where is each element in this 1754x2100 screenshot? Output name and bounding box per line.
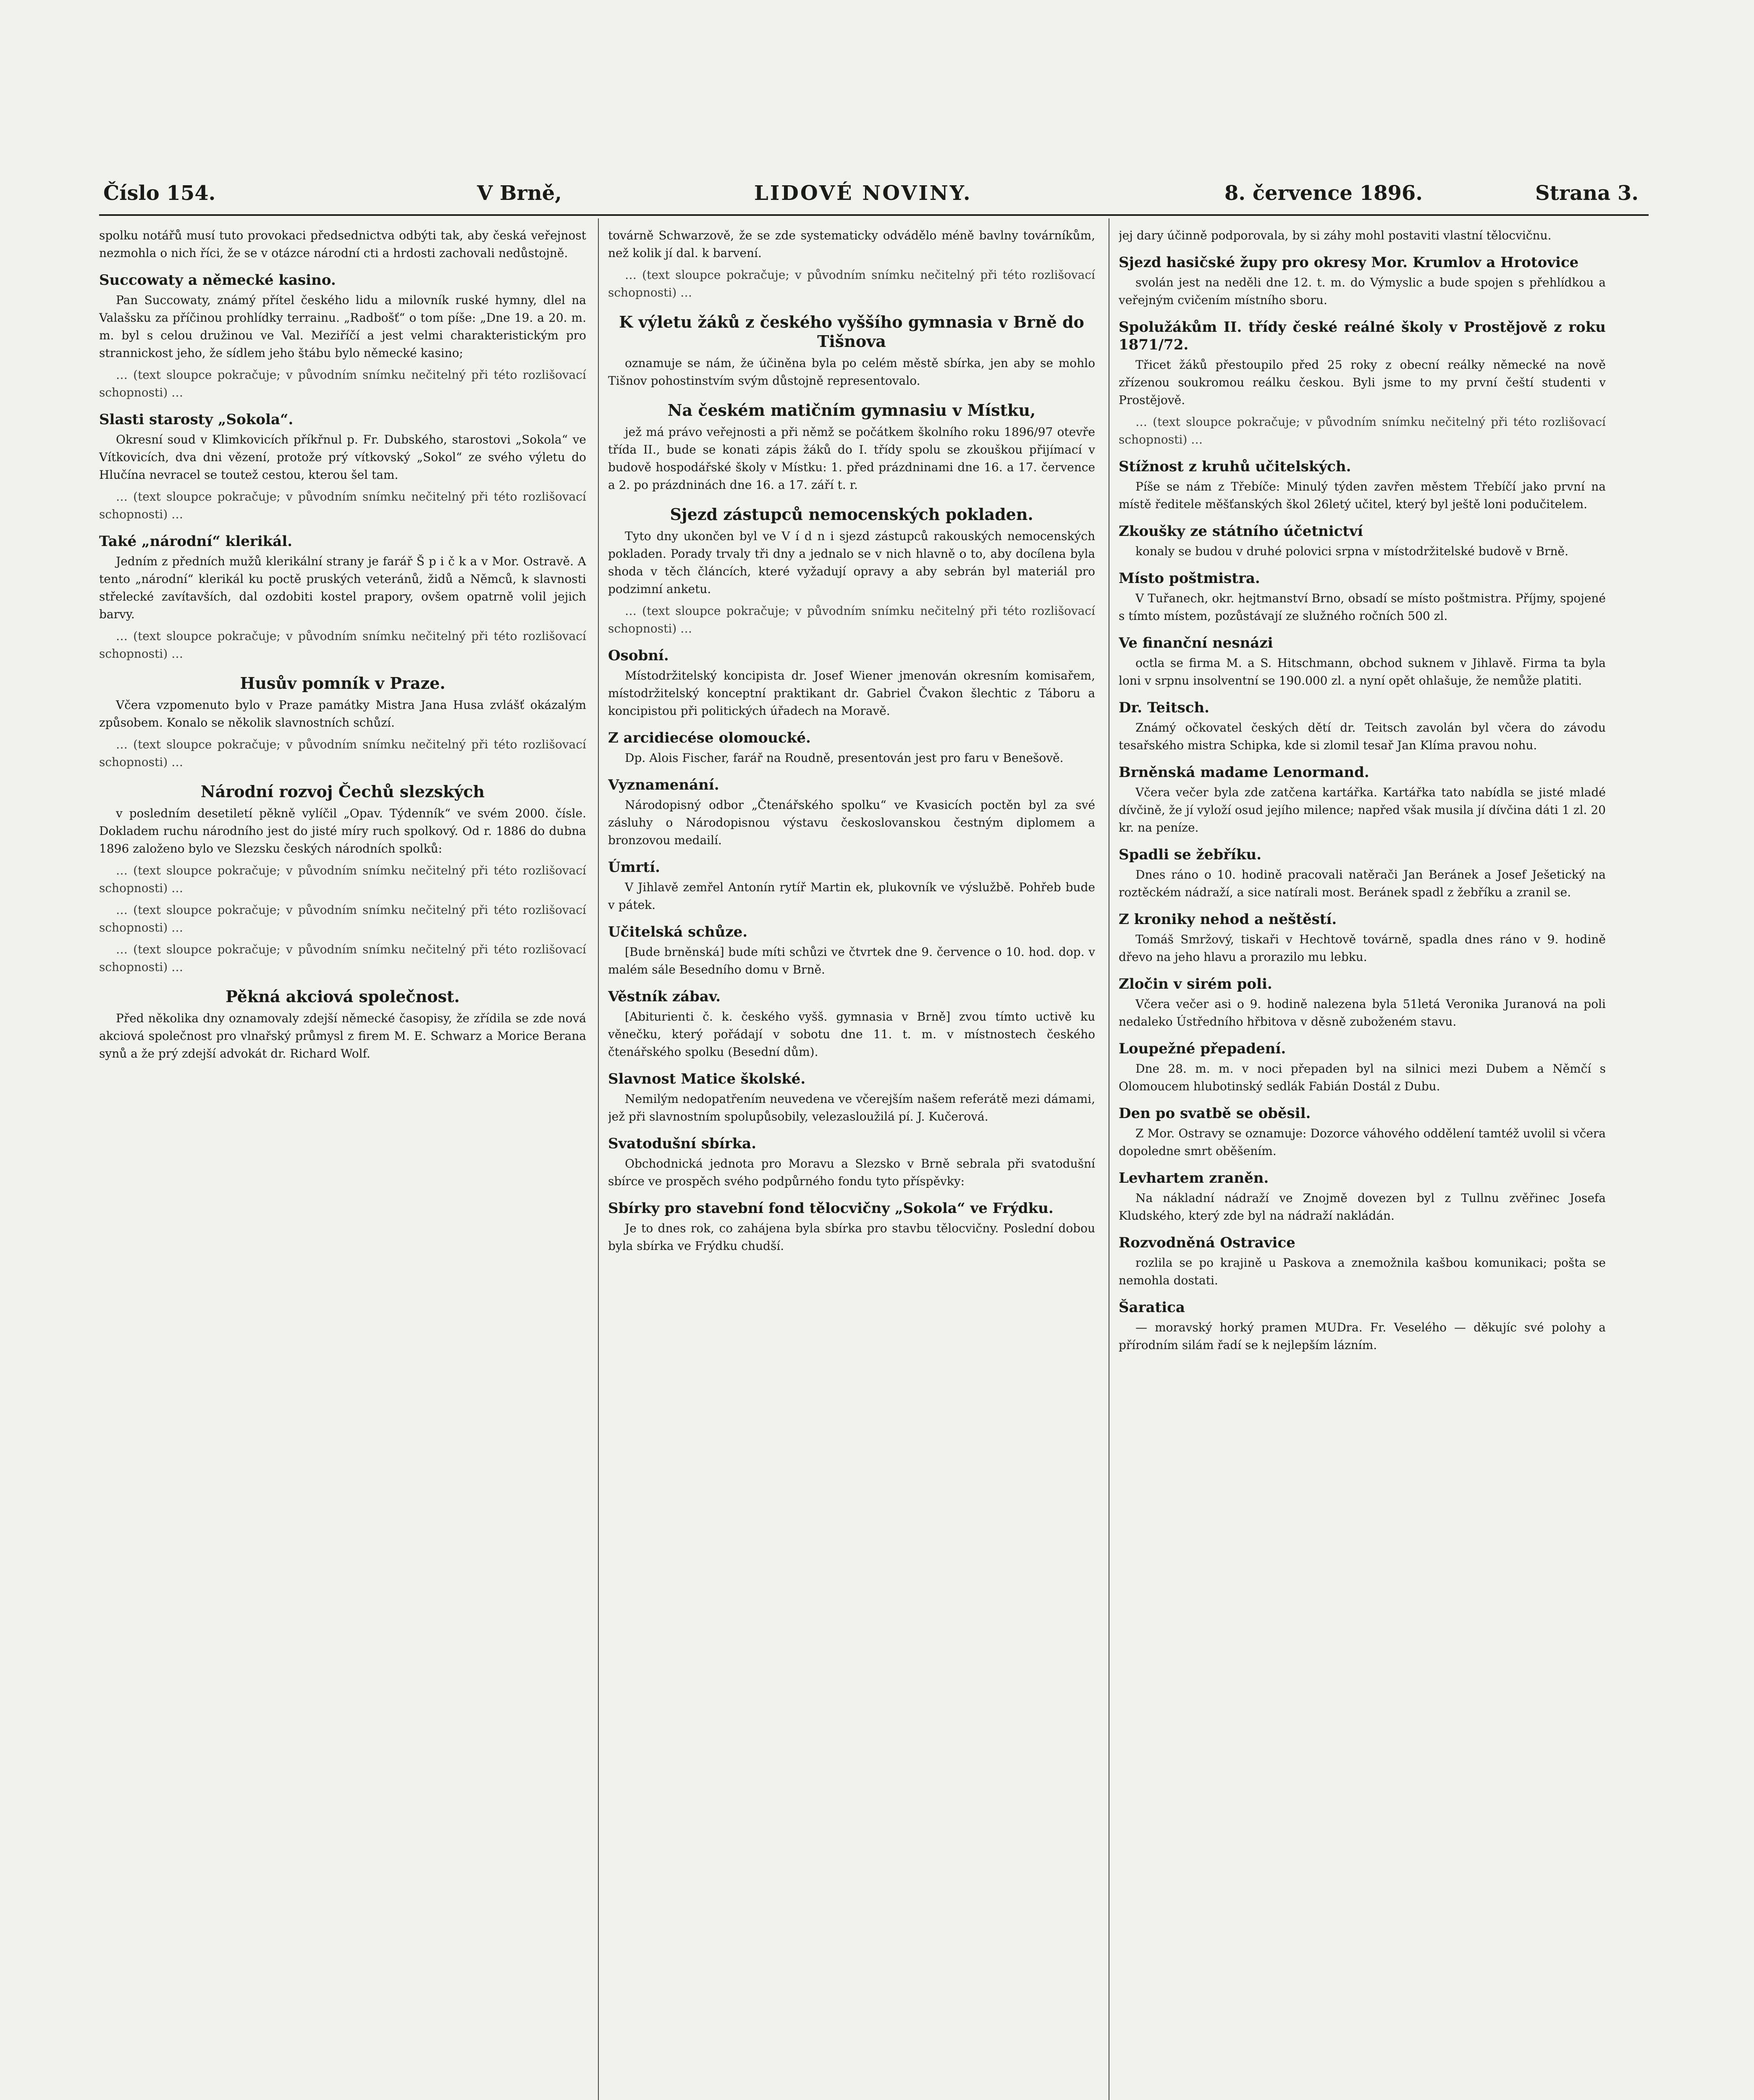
article-title: Sjezd hasičské župy pro okresy Mor. Krumlov a Hrotovice — [1119, 254, 1579, 271]
column-2 — [608, 227, 1095, 2100]
article-text: — moravský horký pramen MUDra. Fr. Veselého — děkujíc své polohy a přírodním silám řadí se k nejlepším lázním. — [1119, 1320, 1606, 1352]
column-divider — [598, 218, 599, 2100]
article — [608, 1200, 1095, 1255]
article — [1119, 846, 1606, 901]
article-title: Slavnost Matice školské. — [608, 1071, 806, 1087]
article-filler: … (text sloupce pokračuje; v původním snímku nečitelný při této rozlišovací schopnosti) … — [99, 490, 586, 521]
article — [1119, 522, 1606, 560]
column-1 — [99, 227, 586, 2100]
article-text: Nemilým nedopatřením neuvedena ve včerejším našem referátě mezi dámami, jež při slavnostním spolupůsobily, velezasloužilá pí. J. Kučerová. — [608, 1092, 1095, 1124]
article-title: Věstník zábav. — [608, 988, 721, 1005]
article-text: Pan Succowaty, známý přítel českého lidu a milovník ruské hymny, dlel na Valašsku za příčinou prohlídky terrainu. „Radbošť“ o tom píše: „Dne 19. a 20. m. m. byl s celou družinou ve Val. Meziříčí a jest velmi charakteristickým pro strannickost jeho, že sídlem jeho štábu bylo německé kasino; — [99, 293, 586, 360]
article-title: Na českém matičním gymnasiu v Místku, — [667, 401, 1036, 420]
article-title: Z kroniky nehod a neštěstí. — [1119, 911, 1337, 928]
article-filler: … (text sloupce pokračuje; v původním snímku nečitelný při této rozlišovací schopnosti) … — [99, 864, 586, 895]
article-text: konaly se budou v druhé polovici srpna v místodržitelské budově v Brně. — [1135, 544, 1569, 558]
article-title: Zločin v sirém poli. — [1119, 976, 1272, 992]
article-title: Dr. Teitsch. — [1119, 699, 1210, 716]
article-filler: … (text sloupce pokračuje; v původním snímku nečitelný při této rozlišovací schopnosti) … — [99, 942, 586, 974]
article-title: Rozvodněná Ostravice — [1119, 1234, 1295, 1251]
article — [99, 271, 586, 402]
article-text: [Bude brněnská] bude míti schůzi ve čtvrtek dne 9. července o 10. hod. dop. v malém sále Besedního domu v Brně. — [608, 945, 1095, 976]
article — [99, 533, 586, 663]
article-text: Před několika dny oznamovaly zdejší německé časopisy, že zřídila se zde nová akciová společnost pro vlnařský průmysl z firem M. E. Schwarz a Morice Berana synů a že prý zdejší advokát dr. Richard Wolf. — [99, 1011, 586, 1060]
article — [608, 988, 1095, 1061]
article-text: Dnes ráno o 10. hodině pracovali natěrači Jan Beránek a Josef Ješetický na roztěckém nádraží, a sice natírali most. Beránek spadl z žebříku a zranil se. — [1119, 868, 1606, 899]
header-rule — [99, 214, 1649, 216]
article-title: Národní rozvoj Čechů slezských — [200, 782, 485, 801]
article — [99, 987, 586, 1063]
article — [608, 858, 1095, 914]
article-title: Slasti starosty „Sokola“. — [99, 411, 294, 428]
page-number: Strana 3. — [1535, 181, 1639, 205]
article-title: Šaratica — [1119, 1299, 1185, 1316]
article — [1119, 1234, 1606, 1289]
article — [1119, 1169, 1606, 1225]
article-title: Succowaty a německé kasino. — [99, 272, 336, 289]
article — [1119, 911, 1606, 966]
article-title: Z arcidiecése olomoucké. — [608, 730, 811, 746]
article — [1119, 318, 1606, 449]
article — [608, 505, 1095, 638]
article-text: Na nákladní nádraží ve Znojmě dovezen byl z Tullnu zvěřinec Josefa Kludského, který zde byl na nádraží nakládán. — [1119, 1191, 1606, 1223]
article-text: Včera vzpomenuto bylo v Praze památky Mistra Jana Husa zvlášť okázalým způsobem. Konalo se několik slavnostních schůzí. — [99, 698, 586, 730]
article-title: Učitelská schůze. — [608, 924, 748, 940]
column-intro: spolku notářů musí tuto provokaci předsednictva odbýti tak, aby česká veřejnost nezmohla o nich říci, že se v otázce národní cti a hrdosti zachovali nedůstojně. — [99, 228, 586, 260]
article-text: v posledním desetiletí pěkně vylíčil „Opav. Týdenník“ ve svém 2000. čísle. Dokladem ruchu národního jest do jisté míry ruch spolkový. Od r. 1886 do dubna 1896 založeno bylo ve Slezsku českých národních spolků: — [99, 806, 586, 856]
article — [608, 312, 1095, 390]
article-title: Zkoušky ze státního účetnictví — [1119, 523, 1363, 540]
column-3 — [1119, 227, 1606, 2100]
column-intro: továrně Schwarzově, že se zde systematicky odvádělo méně bavlny továrníkům, než kolik jí dal. k barvení. — [608, 228, 1095, 260]
article-filler: … (text sloupce pokračuje; v původním snímku nečitelný při této rozlišovací schopnosti) … — [99, 903, 586, 934]
article-text: Dp. Alois Fischer, farář na Roudně, presentován jest pro faru v Benešově. — [625, 751, 1064, 765]
article-text: Známý očkovatel českých dětí dr. Teitsch zavolán byl včera do závodu tesařského mistra Schipka, kde si zlomil tesař Jan Klíma pravou nohu. — [1119, 721, 1606, 752]
article-text: Z Mor. Ostravy se oznamuje: Dozorce váhového oddělení tamtéž uvolil si včera dopoledne smrt oběšením. — [1119, 1126, 1606, 1158]
article-title: Pěkná akciová společnost. — [225, 987, 460, 1006]
column-intro: jej dary účinně podporovala, by si záhy mohl postaviti vlastní tělocvičnu. — [1119, 228, 1552, 242]
article — [608, 923, 1095, 979]
article — [1119, 975, 1606, 1031]
article-text: V Jihlavě zemřel Antonín rytíř Martin ek, plukovník ve výslužbě. Pohřeb bude v pátek. — [608, 880, 1095, 912]
article — [1119, 699, 1606, 754]
article-title: Loupežné přepadení. — [1119, 1040, 1286, 1057]
article-text: Tyto dny ukončen byl ve V í d n i sjezd zástupců rakouských nemocenských pokladen. Porady trvaly tři dny a jednalo se v nich hlavně o to, aby docílena byla shoda v těch článcích, které vyžadují opravy a aby sebrán byl materiál pro podzimní anketu. — [608, 529, 1095, 596]
article-text: svolán jest na neděli dne 12. t. m. do Výmyslic a bude spojen s přehlídkou a veřejným cvičením místního sboru. — [1119, 276, 1606, 307]
article-text: Národopisný odbor „Čtenářského spolku“ ve Kvasicích poctěn byl za své zásluhy o Národopisnou výstavu českoslovanskou čestným diplomem a bronzovou medailí. — [608, 798, 1095, 847]
article-title: Sjezd zástupců nemocenských pokladen. — [670, 505, 1033, 524]
article-text: Včera večer byla zde zatčena kartářka. Kartářka tato nabídla se jisté mladé dívčině, že jí vyloží osud jejího milence; napřed však musila jí dívčina dáti 1 zl. 20 kr. na peníze. — [1119, 785, 1606, 835]
article-text: Obchodnická jednota pro Moravu a Slezsko v Brně sebrala při svatodušní sbírce ve prospěch svého podpůrného fondu tyto příspěvky: — [608, 1157, 1095, 1188]
article — [608, 729, 1095, 767]
article-title: Levhartem zraněn. — [1119, 1170, 1269, 1186]
article-title: Svatodušní sbírka. — [608, 1135, 756, 1152]
issue-number: Číslo 154. — [103, 181, 216, 205]
article — [99, 782, 586, 976]
article-filler: … (text sloupce pokračuje; v původním snímku nečitelný při této rozlišovací schopnosti) … — [99, 368, 586, 399]
article-text: Píše se nám z Třebíče: Minulý týden zavřen městem Třebíčí jako první na místě ředitele měšťanských škol 26letý učitel, který byl ještě loni podučitelem. — [1119, 480, 1606, 511]
article-text: Včera večer asi o 9. hodině nalezena byla 51letá Veronika Juranová na poli nedaleko Ústředního hřbitova v děsně zuboženém stavu. — [1119, 997, 1606, 1029]
article-title: Vyznamenání. — [608, 777, 719, 793]
article-title: Místo poštmistra. — [1119, 570, 1260, 587]
article-text: Jedním z předních mužů klerikální strany je farář Š p i č k a v Mor. Ostravě. A tento „národní“ klerikál ku poctě pruských veteránů, židů a Němců, k slavnosti střelecké zavítavších, dal ozdobiti kostel prapory, ovšem opatrně volil jejich barvy. — [99, 554, 586, 621]
article — [608, 647, 1095, 720]
article — [608, 1070, 1095, 1126]
issue-date: 8. července 1896. — [1224, 181, 1423, 205]
article — [99, 674, 586, 771]
article-title: Brněnská madame Lenormand. — [1119, 764, 1369, 781]
article-text: octla se firma M. a S. Hitschmann, obchod suknem v Jihlavě. Firma ta byla loni v srpnu insolventní se 190.000 zl. a nyní opět ohlašuje, že nemůže platiti. — [1119, 656, 1606, 688]
article — [1119, 254, 1606, 309]
newspaper-title: LIDOVÉ NOVINY. — [754, 181, 972, 205]
article-text: Tomáš Smržový, tiskaři v Hechtově továrně, spadla dnes ráno v 9. hodině dřevo na jeho hlavu a prorazilo mu lebku. — [1119, 932, 1606, 964]
article — [1119, 634, 1606, 690]
article-title: K výletu žáků z českého vyššího gymnasia v Brně do Tišnova — [619, 312, 1084, 351]
article-filler: … (text sloupce pokračuje; v původním snímku nečitelný při této rozlišovací schopnosti) … — [99, 738, 586, 769]
article — [1119, 570, 1606, 625]
article-text: Je to dnes rok, co zahájena byla sbírka pro stavbu tělocvičny. Poslední dobou byla sbírka ve Frýdku chudší. — [608, 1221, 1095, 1253]
article-filler: … (text sloupce pokračuje; v původním snímku nečitelný při této rozlišovací schopnosti) … — [608, 268, 1095, 299]
article-title: Stížnost z kruhů učitelských. — [1119, 458, 1351, 475]
article-filler: … (text sloupce pokračuje; v původním snímku nečitelný při této rozlišovací schopnosti) … — [608, 604, 1095, 635]
article-title: Husův pomník v Praze. — [240, 674, 446, 693]
article — [1119, 1040, 1606, 1095]
article-text: Třicet žáků přestoupilo před 25 roky z obecní reálky německé na nově zřízenou soukromou reálku českou. Byli jsme to my první čeští studenti v Prostějově. — [1119, 358, 1606, 407]
article-title: Ve finanční nesnázi — [1119, 635, 1273, 651]
article-title: Sbírky pro stavební fond tělocvičny „Sokola“ ve Frýdku. — [608, 1200, 1054, 1217]
article-title: Den po svatbě se oběsil. — [1119, 1105, 1311, 1122]
article — [99, 411, 586, 523]
article — [608, 1135, 1095, 1190]
place-name: V Brně, — [477, 181, 562, 205]
article — [1119, 458, 1606, 513]
article-text: Místodržitelský koncipista dr. Josef Wiener jmenován okresním komisařem, místodržitelský konceptní praktikant dr. Gabriel Čvakon šlechtic z Táboru a koncipistou při politických úřadech na Moravě. — [608, 669, 1095, 718]
article-text: oznamuje se nám, že účiněna byla po celém městě sbírka, jen aby se mohlo Tišnov pohostinstvím svým důstojně representovalo. — [608, 356, 1095, 388]
article — [1119, 764, 1606, 837]
article-title: Také „národní“ klerikál. — [99, 533, 293, 550]
article-title: Spadli se žebříku. — [1119, 846, 1262, 863]
article-text: [Abiturienti č. k. českého vyšš. gymnasia v Brně] zvou tímto uctivě ku věnečku, který pořádají v sobotu dne 11. t. m. v místnostech českého čtenářského spolku (Besední dům). — [608, 1010, 1095, 1059]
article-text: V Tuřanech, okr. hejtmanství Brno, obsadí se místo poštmistra. Příjmy, spojené s tímto místem, pozůstávají ze služného ročních 500 zl. — [1119, 591, 1606, 623]
article-text: jež má právo veřejnosti a při němž se počátkem školního roku 1896/97 otevře třída II., bude se konati zápis žáků do I. třídy spolu se zkouškou přijímací v budově hospodářské školy v Místku: 1. před prázdninami dne 16. a 17. července a 2. po prázdninách dne 16. a 17. září t. r. — [608, 425, 1095, 492]
article-text: rozlila se po krajině u Paskova a znemožnila kašbou komunikaci; pošta se nemohla dostati. — [1119, 1256, 1606, 1287]
article-text: Dne 28. m. m. v noci přepaden byl na silnici mezi Dubem a Němčí s Olomoucem hlubotinský sedlák Fabián Dostál z Dubu. — [1119, 1062, 1606, 1093]
article-filler: … (text sloupce pokračuje; v původním snímku nečitelný při této rozlišovací schopnosti) … — [1119, 415, 1606, 446]
article-text: Okresní soud v Klimkovicích příkřnul p. Fr. Dubského, starostovi „Sokola“ ve Vítkovicích, dva dni vězení, protože prý vítkovský „Sokol“ ze svého výletu do Hlučína nevracel se toutež cestou, kterou šel tam. — [99, 433, 586, 482]
article-title: Spolužákům II. třídy české reálné školy v Prostějově z roku 1871/72. — [1119, 319, 1606, 353]
article-filler: … (text sloupce pokračuje; v původním snímku nečitelný při této rozlišovací schopnosti) … — [99, 629, 586, 661]
article — [608, 401, 1095, 494]
article — [1119, 1105, 1606, 1160]
article-title: Osobní. — [608, 647, 669, 664]
article-title: Úmrtí. — [608, 859, 660, 876]
article — [1119, 1299, 1606, 1354]
article — [608, 776, 1095, 849]
